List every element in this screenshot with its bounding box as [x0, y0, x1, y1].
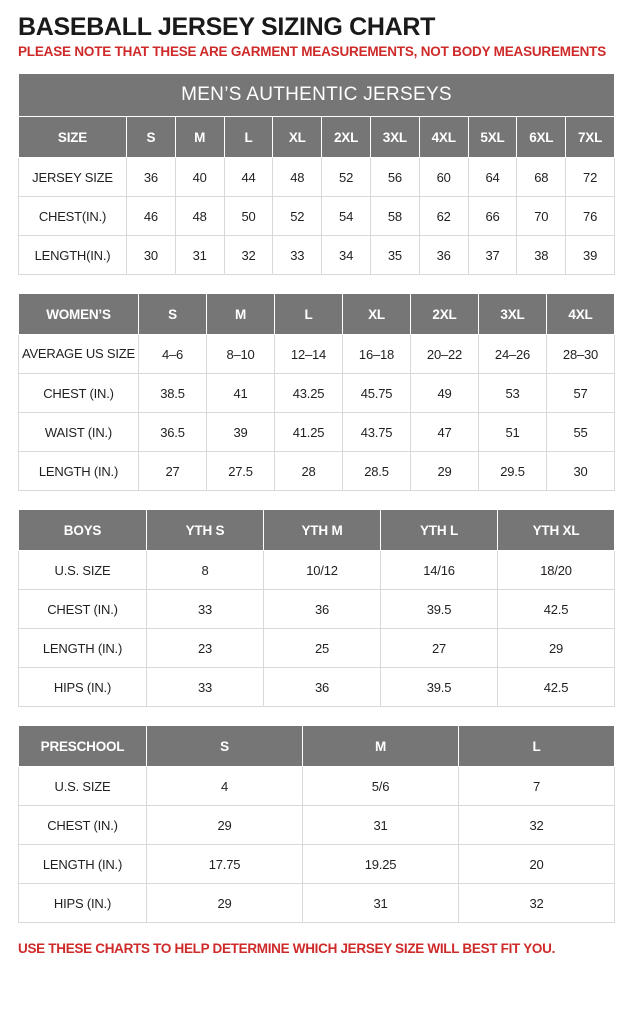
- row-label: U.S. SIZE: [19, 767, 147, 806]
- boys-header-cell: BOYS: [19, 510, 147, 551]
- table-cell: 32: [224, 236, 273, 275]
- table-row: [19, 551, 615, 590]
- table-cell: 53: [479, 374, 547, 413]
- mens-header-cell: 4XL: [419, 117, 468, 158]
- table-cell: 20–22: [411, 335, 479, 374]
- womens-header-cell: 2XL: [411, 294, 479, 335]
- womens-header-cell: WOMEN’S: [19, 294, 139, 335]
- table-row: [19, 335, 615, 374]
- table-row: [19, 806, 615, 845]
- table-cell: 70: [517, 197, 566, 236]
- row-label: LENGTH (IN.): [19, 629, 147, 668]
- table-cell: 8: [147, 551, 264, 590]
- row-label: LENGTH (IN.): [19, 845, 147, 884]
- table-cell: 56: [370, 158, 419, 197]
- table-cell: 55: [547, 413, 615, 452]
- mens-header-cell: 5XL: [468, 117, 517, 158]
- womens-header-cell: XL: [343, 294, 411, 335]
- table-cell: 41: [207, 374, 275, 413]
- table-cell: 58: [370, 197, 419, 236]
- table-cell: 44: [224, 158, 273, 197]
- womens-header-cell: M: [207, 294, 275, 335]
- table-cell: 33: [273, 236, 322, 275]
- table-cell: 66: [468, 197, 517, 236]
- table-cell: 43.75: [343, 413, 411, 452]
- womens-header-cell: 3XL: [479, 294, 547, 335]
- table-row: [19, 374, 615, 413]
- mens-banner-label: MEN’S AUTHENTIC JERSEYS: [19, 74, 615, 117]
- table-cell: 52: [322, 158, 371, 197]
- table-cell: 42.5: [498, 668, 615, 707]
- table-cell: 51: [479, 413, 547, 452]
- table-cell: 5/6: [303, 767, 459, 806]
- womens-header-cell: L: [275, 294, 343, 335]
- womens-header-row: [19, 294, 615, 335]
- row-label: CHEST(IN.): [19, 197, 127, 236]
- table-cell: 48: [175, 197, 224, 236]
- womens-sizing-table: [18, 293, 615, 491]
- table-cell: 47: [411, 413, 479, 452]
- table-cell: 32: [459, 806, 615, 845]
- mens-header-cell: 6XL: [517, 117, 566, 158]
- table-row: [19, 629, 615, 668]
- table-row: [19, 845, 615, 884]
- table-cell: 31: [303, 806, 459, 845]
- row-label: AVERAGE US SIZE: [19, 335, 139, 374]
- table-cell: 36: [419, 236, 468, 275]
- table-cell: 33: [147, 590, 264, 629]
- preschool-header-cell: L: [459, 726, 615, 767]
- table-cell: 17.75: [147, 845, 303, 884]
- mens-header-cell: L: [224, 117, 273, 158]
- row-label: U.S. SIZE: [19, 551, 147, 590]
- table-cell: 39.5: [381, 590, 498, 629]
- table-cell: 14/16: [381, 551, 498, 590]
- table-row: [19, 452, 615, 491]
- table-cell: 39: [566, 236, 615, 275]
- table-cell: 4–6: [139, 335, 207, 374]
- preschool-header-cell: S: [147, 726, 303, 767]
- boys-sizing-table: [18, 509, 615, 707]
- table-cell: 34: [322, 236, 371, 275]
- preschool-header-row: [19, 726, 615, 767]
- row-label: LENGTH (IN.): [19, 452, 139, 491]
- table-cell: 29: [498, 629, 615, 668]
- table-cell: 54: [322, 197, 371, 236]
- row-label: CHEST (IN.): [19, 374, 139, 413]
- table-cell: 29: [411, 452, 479, 491]
- table-cell: 7: [459, 767, 615, 806]
- table-cell: 10/12: [264, 551, 381, 590]
- table-cell: 35: [370, 236, 419, 275]
- table-row: [19, 884, 615, 923]
- table-cell: 31: [175, 236, 224, 275]
- mens-header-cell: S: [127, 117, 176, 158]
- mens-header-cell: SIZE: [19, 117, 127, 158]
- table-cell: 45.75: [343, 374, 411, 413]
- row-label: JERSEY SIZE: [19, 158, 127, 197]
- table-cell: 60: [419, 158, 468, 197]
- table-cell: 36.5: [139, 413, 207, 452]
- mens-header-cell: 7XL: [566, 117, 615, 158]
- mens-sizing-table: [18, 73, 615, 275]
- table-cell: 8–10: [207, 335, 275, 374]
- row-label: HIPS (IN.): [19, 884, 147, 923]
- measurement-note: PLEASE NOTE THAT THESE ARE GARMENT MEASUREMENTS, NOT BODY MEASUREMENTS: [18, 44, 607, 60]
- table-cell: 62: [419, 197, 468, 236]
- boys-header-cell: YTH L: [381, 510, 498, 551]
- page-title: BASEBALL JERSEY SIZING CHART: [18, 13, 436, 41]
- table-cell: 28–30: [547, 335, 615, 374]
- table-cell: 36: [127, 158, 176, 197]
- row-label: CHEST (IN.): [19, 590, 147, 629]
- table-cell: 23: [147, 629, 264, 668]
- table-cell: 18/20: [498, 551, 615, 590]
- boys-header-row: [19, 510, 615, 551]
- table-cell: 29.5: [479, 452, 547, 491]
- table-cell: 32: [459, 884, 615, 923]
- table-cell: 37: [468, 236, 517, 275]
- table-cell: 50: [224, 197, 273, 236]
- table-cell: 68: [517, 158, 566, 197]
- table-cell: 29: [147, 884, 303, 923]
- table-cell: 25: [264, 629, 381, 668]
- table-cell: 20: [459, 845, 615, 884]
- table-cell: 31: [303, 884, 459, 923]
- mens-header-row: [19, 117, 615, 158]
- table-cell: 39: [207, 413, 275, 452]
- table-cell: 28: [275, 452, 343, 491]
- table-cell: 27: [381, 629, 498, 668]
- table-cell: 52: [273, 197, 322, 236]
- table-cell: 19.25: [303, 845, 459, 884]
- table-row: [19, 767, 615, 806]
- preschool-header-cell: M: [303, 726, 459, 767]
- table-row: [19, 413, 615, 452]
- table-row: [19, 158, 615, 197]
- table-cell: 49: [411, 374, 479, 413]
- boys-header-cell: YTH S: [147, 510, 264, 551]
- table-cell: 27.5: [207, 452, 275, 491]
- mens-header-cell: 2XL: [322, 117, 371, 158]
- table-cell: 30: [547, 452, 615, 491]
- table-cell: 57: [547, 374, 615, 413]
- table-cell: 30: [127, 236, 176, 275]
- mens-banner-row: [19, 74, 615, 117]
- table-cell: 38.5: [139, 374, 207, 413]
- table-cell: 16–18: [343, 335, 411, 374]
- table-row: [19, 668, 615, 707]
- table-cell: 28.5: [343, 452, 411, 491]
- row-label: WAIST (IN.): [19, 413, 139, 452]
- table-cell: 76: [566, 197, 615, 236]
- table-row: [19, 590, 615, 629]
- table-cell: 72: [566, 158, 615, 197]
- table-cell: 24–26: [479, 335, 547, 374]
- preschool-header-cell: PRESCHOOL: [19, 726, 147, 767]
- table-row: [19, 236, 615, 275]
- mens-header-cell: XL: [273, 117, 322, 158]
- table-cell: 48: [273, 158, 322, 197]
- mens-header-cell: 3XL: [370, 117, 419, 158]
- mens-header-cell: M: [175, 117, 224, 158]
- table-cell: 41.25: [275, 413, 343, 452]
- table-cell: 42.5: [498, 590, 615, 629]
- table-cell: 29: [147, 806, 303, 845]
- table-cell: 36: [264, 668, 381, 707]
- table-cell: 33: [147, 668, 264, 707]
- womens-header-cell: 4XL: [547, 294, 615, 335]
- boys-header-cell: YTH M: [264, 510, 381, 551]
- table-cell: 4: [147, 767, 303, 806]
- table-row: [19, 197, 615, 236]
- table-cell: 12–14: [275, 335, 343, 374]
- preschool-sizing-table: [18, 725, 615, 923]
- table-cell: 46: [127, 197, 176, 236]
- table-cell: 43.25: [275, 374, 343, 413]
- table-cell: 27: [139, 452, 207, 491]
- row-label: HIPS (IN.): [19, 668, 147, 707]
- boys-header-cell: YTH XL: [498, 510, 615, 551]
- table-cell: 38: [517, 236, 566, 275]
- table-cell: 36: [264, 590, 381, 629]
- table-cell: 39.5: [381, 668, 498, 707]
- row-label: LENGTH(IN.): [19, 236, 127, 275]
- table-cell: 64: [468, 158, 517, 197]
- table-cell: 40: [175, 158, 224, 197]
- row-label: CHEST (IN.): [19, 806, 147, 845]
- womens-header-cell: S: [139, 294, 207, 335]
- footer-note: USE THESE CHARTS TO HELP DETERMINE WHICH JERSEY SIZE WILL BEST FIT YOU.: [18, 941, 556, 957]
